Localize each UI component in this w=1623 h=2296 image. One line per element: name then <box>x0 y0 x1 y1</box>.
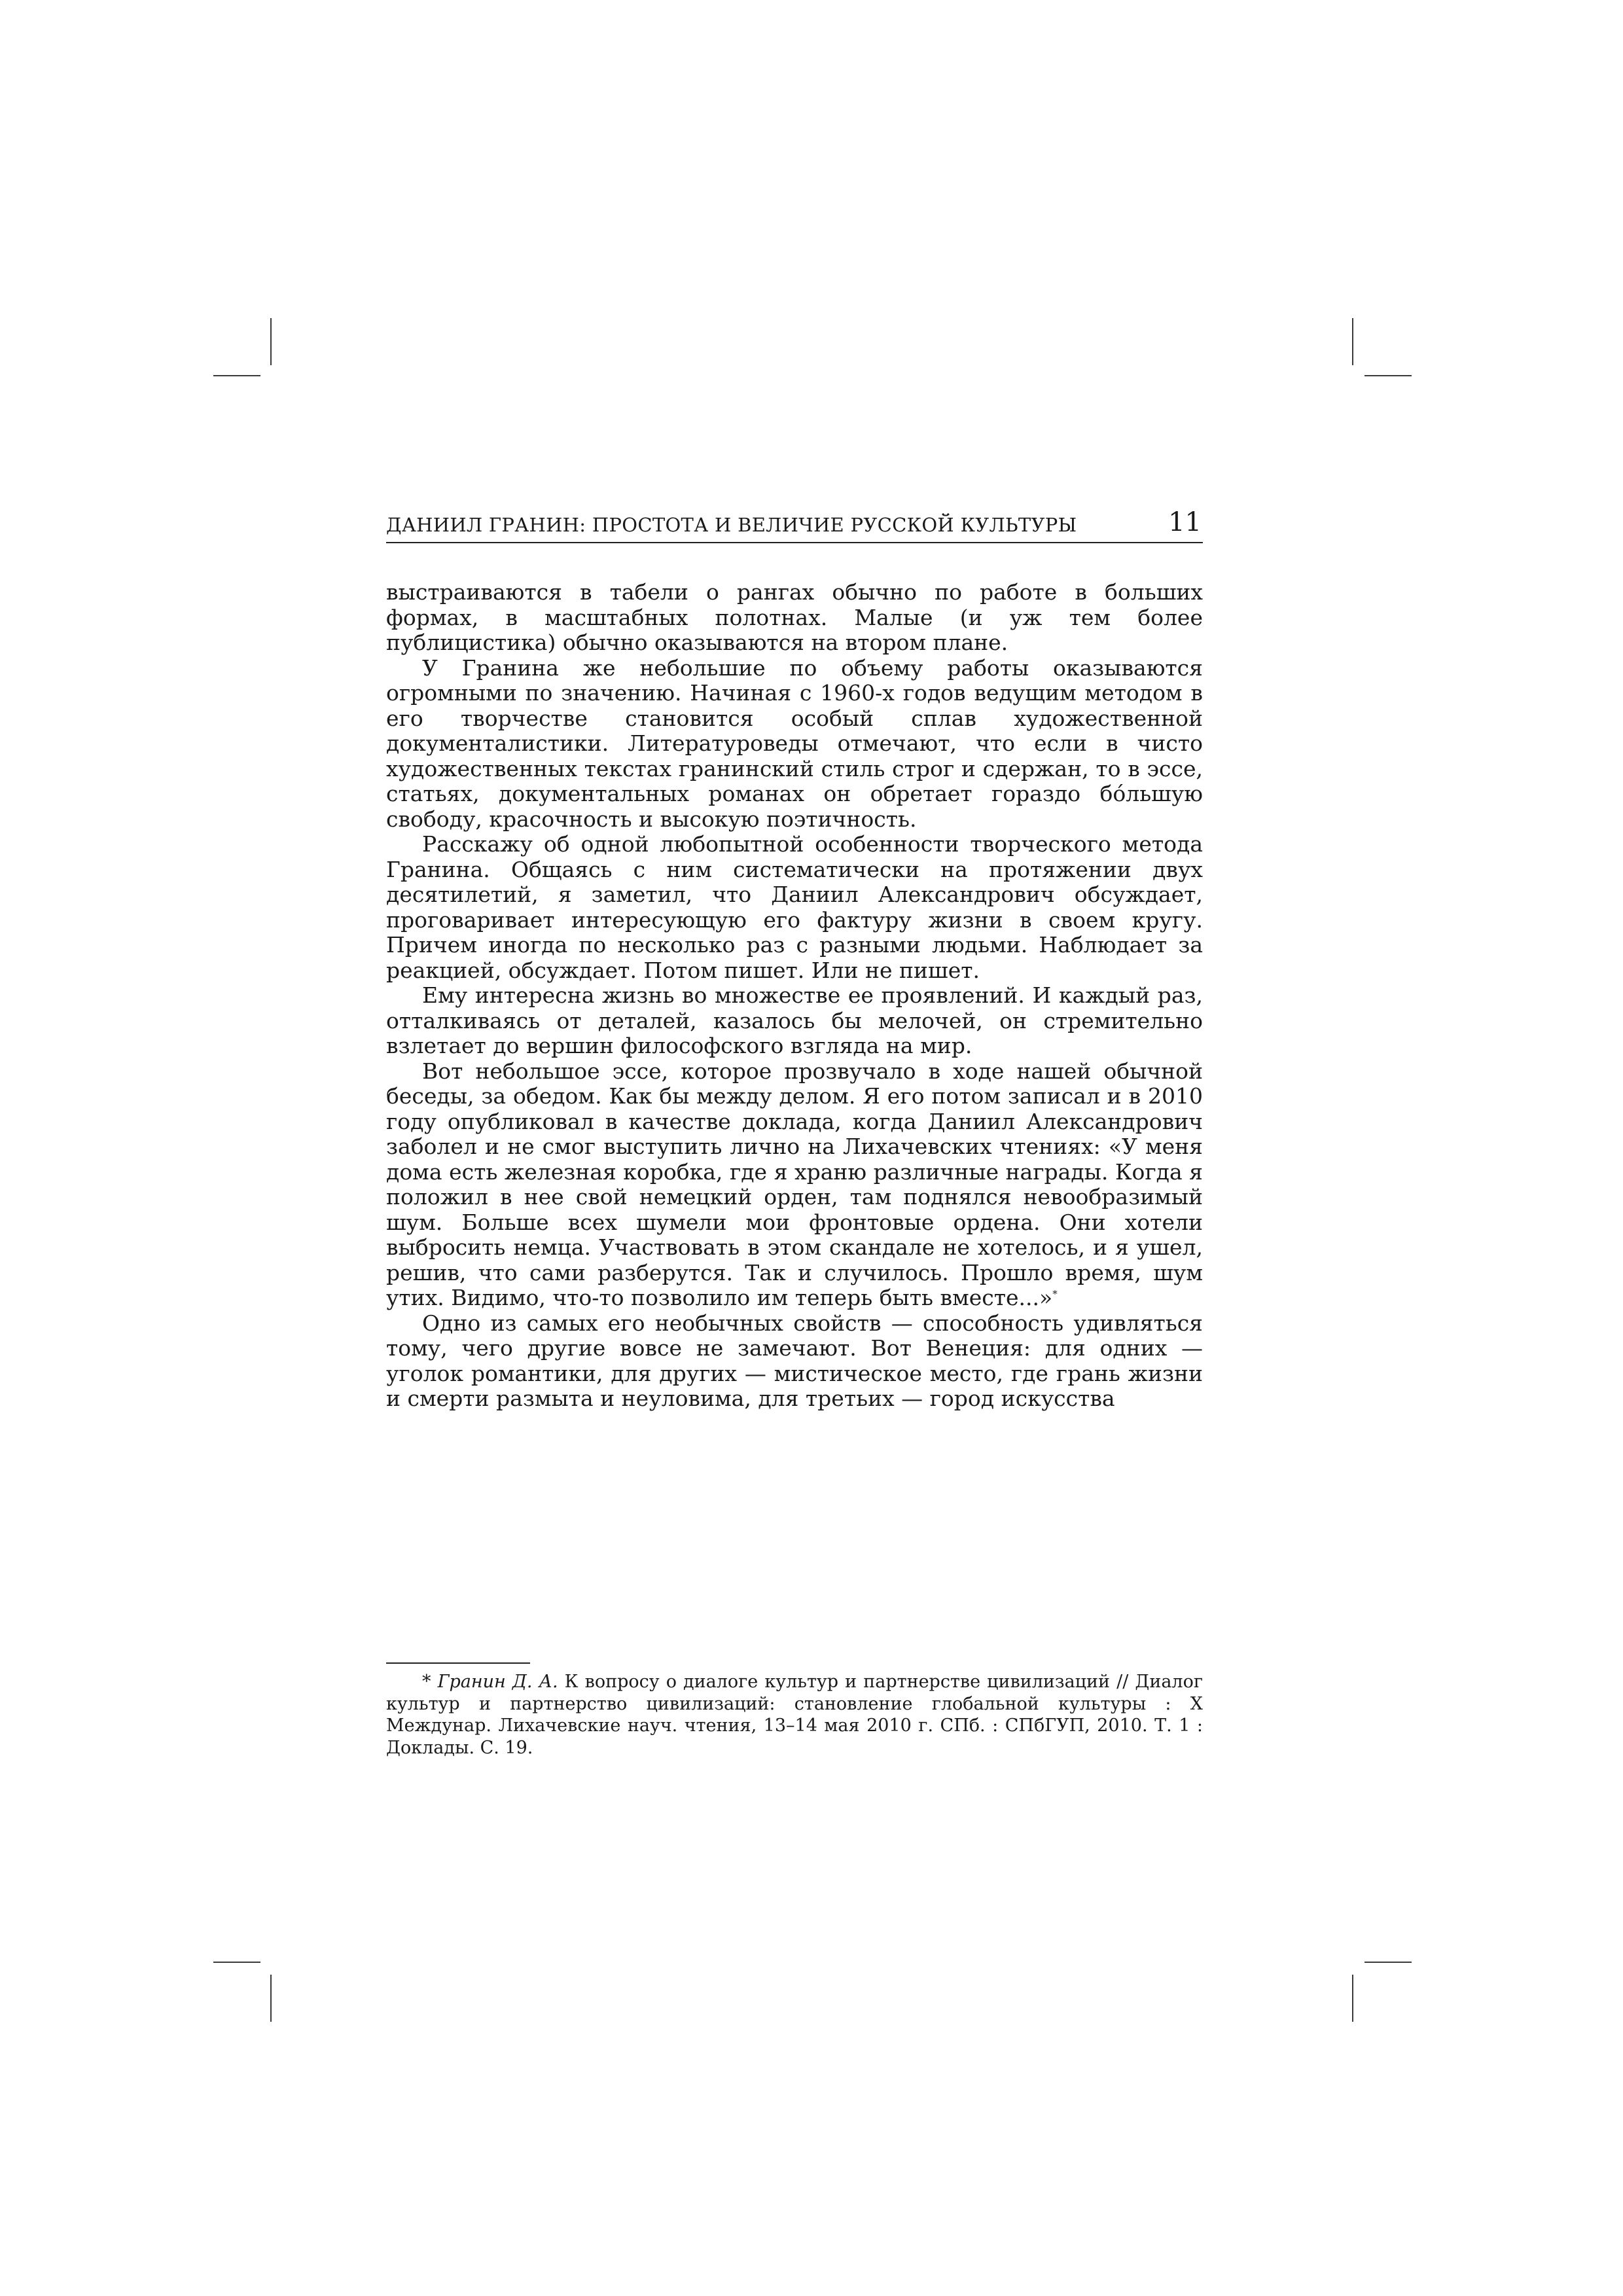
paragraph-5 <box>386 1059 1203 1311</box>
paragraph-5-text: Вот небольшое эссе, которое прозвучало в ходе нашей обычной беседы, за обедом. Как бы между делом. Я его потом записал и в 2010 году опубликовал в качестве доклада, когда Даниил Александрович заболел и не смог выступить лично на Лихачевских чтениях: «У меня дома есть железная коробка, где я храню различные награды. Когда я положил в нее свой немецкий орден, там поднялся невообразимый шум. Больше всех шумели мои фронтовые ордена. Они хотели выбросить немца. Участвовать в этом скандале не хотелось, и я ушел, решив, что сами разберутся. Так и случилось. Прошло время, шум утих. Видимо, что-то позволило им теперь быть вместе...» <box>386 1058 1203 1310</box>
crop-mark-bottom-right-v <box>1352 1975 1353 2022</box>
footnote-marker: * <box>422 1672 431 1692</box>
crop-mark-bottom-right-h <box>1364 1962 1412 1963</box>
footnote-author: Гранин Д. А. <box>437 1672 558 1692</box>
crop-mark-top-right-h <box>1364 375 1412 376</box>
footnote-text: К вопросу о диалоге культур и партнерстве цивилизаций // Диалог культур и партнерство цивилизаций: становление глобальной культуры : X Междунар. Лихачевские науч. чтения, 13–14 мая 2010 г. СПб. : СПбГУП, 2010. Т. 1 : Доклады. С. 19. <box>386 1672 1203 1758</box>
paragraph-3: Расскажу об одной любопытной особенности творческого метода Гранина. Общаясь с ним систематически на протяжении двух десятилетий, я заметил, что Даниил Александрович обсуждает, проговаривает интересующую его фактуру жизни в своем кругу. Причем иногда по несколько раз с разными людьми. Наблюдает за реакцией, обсуждает. Потом пишет. Или не пишет. <box>386 831 1203 983</box>
paragraph-2: У Гранина же небольшие по объему работы оказываются огромными по значению. Начиная с 1960-х годов ведущим методом в его творчестве становится особый сплав художественной документалистики. Литературоведы отмечают, что если в чисто художественных текстах гранинский стиль строг и сдержан, то в эссе, статьях, документальных романах он обретает гораздо бо́льшую свободу, красочность и высокую поэтичность. <box>386 655 1203 832</box>
paragraph-1: выстраиваются в табели о рангах обычно по работе в больших формах, в масштабных полотнах. Малые (и уж тем более публицистика) обычно оказываются на втором плане. <box>386 579 1203 655</box>
crop-mark-bottom-left-h <box>213 1962 260 1963</box>
page-number: 11 <box>1168 507 1202 537</box>
crop-mark-top-left-v <box>270 318 272 365</box>
running-head <box>386 503 1203 543</box>
crop-mark-top-left-h <box>213 375 260 376</box>
paragraph-4: Ему интересна жизнь во множестве ее проявлений. И каждый раз, отталкиваясь от деталей, казалось бы мелочей, он стремительно взлетает до вершин философского взгляда на мир. <box>386 982 1203 1058</box>
body-text <box>386 580 1203 1412</box>
footnote <box>386 1671 1203 1759</box>
paragraph-6: Одно из самых его необычных свойств — способность удивляться тому, чего другие вовсе не замечают. Вот Венеция: для одних — уголок романтики, для других — мистическое место, где грань жизни и смерти размыта и неуловима, для третьих — город искусства <box>386 1310 1203 1411</box>
footnote-reference: * <box>1052 1288 1058 1300</box>
footnote-rule <box>386 1662 530 1664</box>
running-title: ДАНИИЛ ГРАНИН: ПРОСТОТА И ВЕЛИЧИЕ РУССКОЙ КУЛЬТУРЫ <box>386 514 1077 536</box>
crop-mark-bottom-left-v <box>270 1975 272 2022</box>
crop-mark-top-right-v <box>1352 318 1353 365</box>
